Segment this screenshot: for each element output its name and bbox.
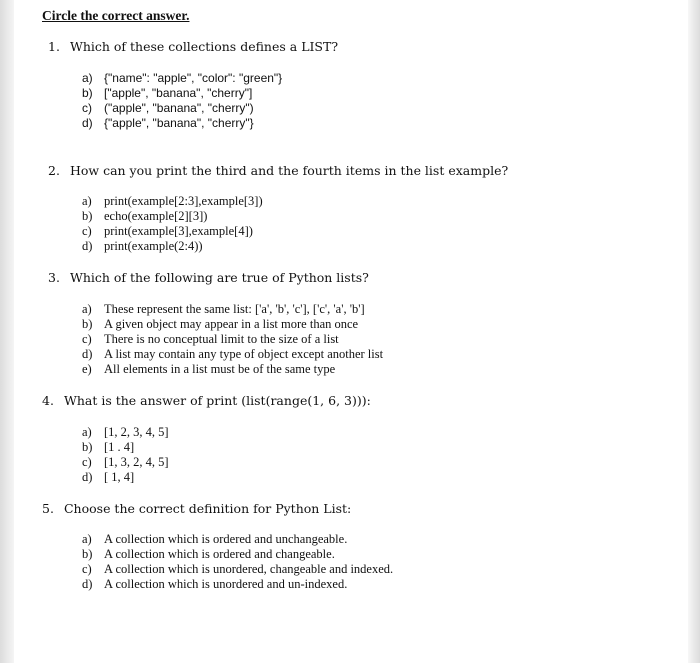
option-text: [ 1, 4] <box>104 470 135 484</box>
option-text: ("apple", "banana", "cherry") <box>104 101 254 115</box>
question-number: 1. <box>48 39 60 54</box>
option-letter: d) <box>82 470 93 484</box>
option-text: There is no conceptual limit to the size of a list <box>104 332 339 346</box>
question-4 <box>42 393 371 408</box>
option-text: A given object may appear in a list more than once <box>104 317 359 331</box>
question-3-options <box>82 302 383 377</box>
question-text: How can you print the third and the fourth items in the list example? <box>69 163 509 178</box>
option-text: A collection which is ordered and changeable. <box>104 547 335 561</box>
option-letter: e) <box>82 362 92 376</box>
question-text: Choose the correct definition for Python List: <box>63 501 352 516</box>
question-number: 3. <box>48 270 60 285</box>
option-d[interactable] <box>82 577 393 592</box>
option-d[interactable] <box>82 116 282 131</box>
option-text: echo(example[2][3]) <box>104 209 208 223</box>
option-d[interactable] <box>82 470 169 485</box>
option-text: [1, 3, 2, 4, 5] <box>104 455 169 469</box>
option-b[interactable] <box>82 209 263 224</box>
option-letter: c) <box>82 332 92 346</box>
option-letter: b) <box>82 547 93 561</box>
option-c[interactable] <box>82 332 383 347</box>
question-1-options <box>82 71 282 131</box>
option-text: [1 . 4] <box>104 440 135 454</box>
question-3 <box>48 270 369 285</box>
question-text: Which of these collections defines a LIST? <box>69 39 339 54</box>
option-text: All elements in a list must be of the same type <box>104 362 336 376</box>
option-letter: c) <box>82 101 92 115</box>
option-letter: d) <box>82 347 93 361</box>
option-text: print(example[2:3],example[3]) <box>104 194 263 208</box>
option-text: A collection which is ordered and unchangeable. <box>104 532 348 546</box>
option-text: A collection which is unordered, changeable and indexed. <box>104 562 394 576</box>
page-shadow-right <box>688 0 700 663</box>
question-5-options <box>82 532 393 592</box>
option-text: print(example(2:4)) <box>104 239 203 253</box>
option-b[interactable] <box>82 440 169 455</box>
question-number: 2. <box>48 163 60 178</box>
option-text: [1, 2, 3, 4, 5] <box>104 425 169 439</box>
option-text: A collection which is unordered and un-indexed. <box>104 577 348 591</box>
option-letter: a) <box>82 194 92 208</box>
option-a[interactable] <box>82 71 282 86</box>
option-letter: d) <box>82 239 93 253</box>
option-d[interactable] <box>82 239 263 254</box>
option-letter: b) <box>82 86 93 100</box>
option-text: print(example[3],example[4]) <box>104 224 253 238</box>
question-4-options <box>82 425 169 485</box>
option-a[interactable] <box>82 532 393 547</box>
question-number: 5. <box>42 501 54 516</box>
option-c[interactable] <box>82 101 282 116</box>
option-letter: b) <box>82 317 93 331</box>
option-letter: b) <box>82 440 93 454</box>
option-a[interactable] <box>82 194 263 209</box>
option-e[interactable] <box>82 362 383 377</box>
option-c[interactable] <box>82 224 263 239</box>
option-letter: c) <box>82 562 92 576</box>
option-a[interactable] <box>82 302 383 317</box>
question-5 <box>42 501 351 516</box>
question-number: 4. <box>42 393 54 408</box>
option-c[interactable] <box>82 562 393 577</box>
option-c[interactable] <box>82 455 169 470</box>
option-letter: a) <box>82 302 92 316</box>
option-a[interactable] <box>82 425 169 440</box>
question-1 <box>48 39 338 54</box>
option-text: A list may contain any type of object except another list <box>104 347 384 361</box>
question-2-options <box>82 194 263 254</box>
question-2 <box>48 163 508 178</box>
option-text: {"name": "apple", "color": "green"} <box>104 71 283 85</box>
question-text: Which of the following are true of Python lists? <box>69 270 369 285</box>
option-letter: c) <box>82 455 92 469</box>
question-text: What is the answer of print (list(range(1, 6, 3))): <box>63 393 371 408</box>
option-d[interactable] <box>82 347 383 362</box>
option-letter: c) <box>82 224 92 238</box>
option-b[interactable] <box>82 86 282 101</box>
option-letter: d) <box>82 577 93 591</box>
option-b[interactable] <box>82 317 383 332</box>
option-text: These represent the same list: ['a', 'b', 'c'], ['c', 'a', 'b'] <box>104 302 365 316</box>
page-shadow-left <box>0 0 14 663</box>
option-b[interactable] <box>82 547 393 562</box>
option-letter: d) <box>82 116 93 130</box>
option-letter: a) <box>82 71 93 85</box>
page-heading: Circle the correct answer. <box>42 8 190 23</box>
option-letter: a) <box>82 532 92 546</box>
option-letter: a) <box>82 425 92 439</box>
option-letter: b) <box>82 209 93 223</box>
option-text: {"apple", "banana", "cherry"} <box>104 116 254 130</box>
option-text: ["apple", "banana", "cherry"] <box>104 86 253 100</box>
